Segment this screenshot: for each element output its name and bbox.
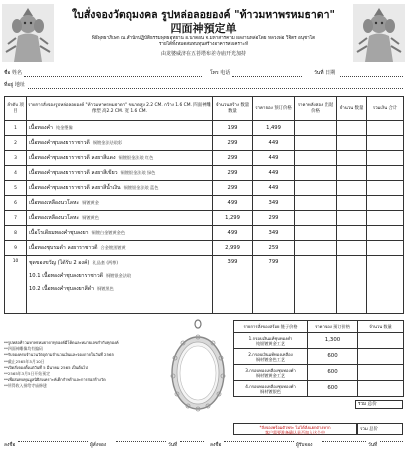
- chain-amount-cell[interactable]: [358, 365, 404, 381]
- info-row-address: [4, 80, 403, 90]
- sub-item-thai: 10.2 เนื้อทองคำชุบลงยาสีดำ: [29, 286, 95, 292]
- table-row: [5, 256, 404, 314]
- row-no: 8: [5, 226, 27, 241]
- table-row: [234, 333, 404, 349]
- subtitle-thai-line2: รายได้ทั้งหมดสมทบทุนสร้างอาคารสงเคราะห์: [158, 42, 249, 47]
- item-name-thai: เนื้อทองคำชุบลงยาราชาวดี ลงยาสีแดง: [29, 155, 116, 161]
- chain-header-desc: รายการสั่งของสร้อย 链子价格: [234, 321, 308, 333]
- row-subtotal-cell[interactable]: [295, 256, 337, 314]
- table-row: [5, 136, 404, 151]
- row-price: 449: [253, 151, 295, 166]
- row-price: 449: [253, 181, 295, 196]
- receiver-sign-field[interactable]: [224, 441, 294, 442]
- row-amount-cell[interactable]: [337, 211, 367, 226]
- row-price: 449: [253, 166, 295, 181]
- item-name-chinese: 铜镀银金法琅 红色: [118, 155, 154, 160]
- row-subtotal-cell[interactable]: [295, 121, 337, 136]
- row-qty: 1,299: [213, 211, 253, 226]
- notes-block: [4, 340, 162, 390]
- address-field[interactable]: [28, 88, 403, 89]
- address-label: ที่อยู่ 地址: [4, 82, 25, 88]
- header-no: ลำดับ 项目: [5, 97, 27, 121]
- row-no: 10: [5, 256, 27, 314]
- table-row: [5, 241, 404, 256]
- row-subtotal-cell[interactable]: [295, 241, 337, 256]
- signature-row: [4, 440, 403, 449]
- row-desc: [27, 136, 213, 151]
- table-row: [5, 151, 404, 166]
- grand-total-label: รวม 总价: [356, 401, 403, 409]
- row-subtotal-cell[interactable]: [295, 181, 337, 196]
- row-amount-cell[interactable]: [337, 181, 367, 196]
- table-row: [234, 381, 404, 397]
- phone-label: โทร 电话: [210, 70, 231, 76]
- row-amount-cell[interactable]: [337, 256, 367, 314]
- chain-table-header: [234, 321, 404, 333]
- receiver-sign-label: ลงชื่อ: [210, 443, 222, 448]
- chain-amount-cell[interactable]: [358, 381, 404, 397]
- item-name-thai: ชุดของขวัญ (ได้รับ 2 องค์): [29, 260, 90, 266]
- receiver-suffix: ผู้รับจอง: [296, 443, 313, 448]
- date-field-2[interactable]: [380, 441, 403, 442]
- row-subtotal-cell[interactable]: [295, 211, 337, 226]
- document-header: [0, 0, 407, 70]
- date-field[interactable]: [340, 76, 403, 77]
- chain-header-price: ราคาจอง 预订价格: [308, 321, 358, 333]
- row-no: 5: [5, 181, 27, 196]
- note-chinese: **四面神雕像均有编码: [4, 346, 43, 352]
- chain-header-amount: จำนวน 数量: [358, 321, 404, 333]
- receiver-name-field[interactable]: [322, 441, 366, 442]
- title-thai: ใบสั่งจองวัตถุมงคล รูปหล่อลอยองค์ "ท้าวมหาพรหมธาดา": [72, 9, 335, 21]
- header-qty: จำนวนสร้าง 数量数量: [213, 97, 253, 121]
- row-subtotal-cell[interactable]: [295, 151, 337, 166]
- header-subtotal: ราคาหลังสอง 出诞价格: [295, 97, 337, 121]
- row-desc: [27, 241, 213, 256]
- row-total-cell[interactable]: [367, 256, 404, 314]
- row-desc: [27, 181, 213, 196]
- row-no: 9: [5, 241, 27, 256]
- note-chinese: **所得收入捐给寺庙修建: [4, 383, 47, 389]
- chain-desc: [234, 365, 308, 381]
- chain-desc: [234, 333, 308, 349]
- row-price: 299: [253, 211, 295, 226]
- chain-amount-cell[interactable]: [358, 349, 404, 365]
- subtitle-thai: [58, 36, 349, 48]
- chain-name-chinese: 铜材镀金色工艺: [255, 356, 286, 362]
- header-price: ราคาจอง 预订价格: [253, 97, 295, 121]
- chain-desc: [234, 349, 308, 365]
- row-desc: [27, 211, 213, 226]
- chain-name-chinese: 纯银镀黄金工艺: [255, 340, 286, 346]
- row-subtotal-cell[interactable]: [295, 166, 337, 181]
- item-name-chinese: 铜镀金法珐琅彩: [92, 140, 123, 145]
- row-price: 259: [253, 241, 295, 256]
- brahma-deity-icon: [2, 4, 54, 62]
- sub-item-thai: 10.1 เนื้อทองคำชุบลงยาราชาวดี: [29, 273, 103, 279]
- row-total-cell[interactable]: [367, 121, 404, 136]
- row-price: 349: [253, 196, 295, 211]
- chain-name-chinese: 铜材镀银色: [260, 388, 281, 394]
- row-subtotal-cell[interactable]: [295, 136, 337, 151]
- order-table: [4, 96, 404, 314]
- row-amount-cell[interactable]: [337, 166, 367, 181]
- row-total-cell[interactable]: [367, 166, 404, 181]
- chain-note: [233, 423, 357, 435]
- phone-field[interactable]: [232, 76, 302, 77]
- note-thai: **เปิดสั่งจองตั้งแต่วันที่ 5 มีนาคม 2565 เป็นต้นไป: [4, 364, 88, 370]
- orderer-sign-field[interactable]: [18, 441, 88, 442]
- row-desc: [27, 196, 213, 211]
- row-amount-cell[interactable]: [337, 241, 367, 256]
- orderer-suffix: ผู้สั่งจอง: [90, 443, 107, 448]
- item-name-thai: เนื้อทองเหลืองนวโลหะ: [29, 215, 80, 221]
- header-amount: จำนวน 数量: [337, 97, 367, 121]
- sub-item-chinese: 铜镀黑色: [97, 286, 114, 291]
- note-thai: **เพื่อสมทบทุนมูลนิธิสงเคราะห์เด็กกำพร้าและการก่อสร้างวัด: [4, 377, 106, 383]
- row-total-cell[interactable]: [367, 241, 404, 256]
- item-name-chinese: 铜镀银金法琅 绿色: [120, 170, 156, 175]
- note-chinese: **截止2565年5月10日: [4, 358, 45, 364]
- row-no: 4: [5, 166, 27, 181]
- chain-note-thai: *สั่งจองพร้อมตัวพระ ไม่ได้สั่งแยกต่างหาก: [259, 425, 331, 430]
- row-qty: 399: [213, 256, 253, 314]
- header-total: รวมเงิน 合计: [367, 97, 404, 121]
- row-no: 2: [5, 136, 27, 151]
- name-label: ชื่อ 姓名: [4, 70, 22, 76]
- header-desc: รายการสั่งจองรูปหล่อลอยองค์ "ท้าวมหาพรหมธาดา" ขนาดสูง 2.2 CM. กว้าง 1.6 CM. 四面神雕像塑 高2.2 CM. 宽 1.6 CM.: [27, 97, 213, 121]
- row-amount-cell[interactable]: [337, 136, 367, 151]
- row-amount-cell[interactable]: [337, 121, 367, 136]
- row-qty: 499: [213, 226, 253, 241]
- item-name-thai: เนื้อทองเหลืองนวโลหะ: [29, 200, 80, 206]
- chain-table: [233, 320, 404, 397]
- chain-name-thai: 2.กรอบเงินแท้ทองเหลือง: [248, 351, 293, 357]
- chain-price: 600: [308, 365, 358, 381]
- row-qty: 199: [213, 121, 253, 136]
- row-total-cell[interactable]: [367, 211, 404, 226]
- item-name-thai: เนื้อทองคำ: [29, 125, 53, 131]
- row-subtotal-cell[interactable]: [295, 226, 337, 241]
- note-thai: **รูปหล่อท้าวมหาพรหมธาดาทุกองค์มีโค้ดและหมายเลขกำกับทุกองค์: [4, 340, 119, 345]
- date-field-1[interactable]: [180, 441, 204, 442]
- row-amount-cell[interactable]: [337, 226, 367, 241]
- item-name-chinese: 礼品套 (两尊): [92, 260, 118, 265]
- row-no: 1: [5, 121, 27, 136]
- orderer-sign-label: ลงชื่อ: [4, 443, 16, 448]
- row-amount-cell[interactable]: [337, 151, 367, 166]
- row-subtotal-cell[interactable]: [295, 196, 337, 211]
- chain-name-thai: 1.กรอบเงินแท้ชุบทองคำ: [248, 335, 293, 341]
- row-qty: 299: [213, 151, 253, 166]
- item-name-chinese: 纯金塑像: [55, 125, 73, 130]
- row-no: 7: [5, 211, 27, 226]
- item-name-chinese: 合金镀黑镀黄: [100, 245, 126, 250]
- item-name-thai: เนื้อโรเดียมทองคำชุบลงยา: [29, 230, 89, 236]
- item-name-thai: เนื้อทองคำชุบลงยาราชาวดี: [29, 140, 90, 146]
- brahma-pendant-icon: [163, 318, 233, 418]
- chain-desc: [234, 381, 308, 397]
- date-label-1: วันที่: [168, 443, 178, 448]
- name-field[interactable]: [24, 76, 202, 77]
- item-name-thai: เนื้อทองคำชุบลงยาราชาวดี ลงยาสีเขียว: [29, 170, 118, 176]
- row-desc: [27, 256, 213, 314]
- row-desc: [27, 151, 213, 166]
- row-total-cell[interactable]: [367, 151, 404, 166]
- date-label-2: วันที่: [368, 443, 378, 448]
- chain-note-chinese: 客户需要准备确认是否加入这个中: [265, 430, 325, 435]
- chain-total-label: รวม 总价: [357, 423, 403, 435]
- chain-price: 600: [308, 349, 358, 365]
- subtitle-thai-line1: พิธีพุทธาภิเษก ณ.สำนักปฏิบัติธรรมพุทธอุทยาน อ.นาดอน จ.มหาสารคาม ผลงานหล่อโดย หลวงพ่อ วิจิตร อนุชาโต: [91, 36, 316, 41]
- row-desc: [27, 121, 213, 136]
- note-thai: **รับจองครบจำนวนวัตถุตามจำนวนเงินและจองภายในวันที่ 2565: [4, 352, 114, 358]
- table-row: [5, 226, 404, 241]
- table-row: [5, 181, 404, 196]
- row-price: 1,499: [253, 121, 295, 136]
- row-price: 349: [253, 226, 295, 241]
- row-total-cell[interactable]: [367, 196, 404, 211]
- row-desc: [27, 226, 213, 241]
- chain-name-thai: 3.กรอบทองเหลืองชุบทองคำ: [245, 367, 296, 373]
- table-row: [234, 349, 404, 365]
- item-name-thai: เนื้อทองชุบรมดำ ลงยาราชาวดี: [29, 245, 98, 251]
- item-name-thai: เนื้อทองคำชุบลงยาราชาวดี ลงยาสีน้ำเงิน: [29, 185, 121, 191]
- row-price: 449: [253, 136, 295, 151]
- row-qty: 299: [213, 166, 253, 181]
- chain-name-chinese: 铜材镀黄金工艺: [255, 372, 286, 378]
- item-name-chinese: 铜镀黄金: [82, 200, 99, 205]
- row-qty: 299: [213, 136, 253, 151]
- order-table-header: [5, 97, 404, 121]
- table-row: [5, 211, 404, 226]
- row-total-cell[interactable]: [367, 181, 404, 196]
- info-row-name: [4, 68, 403, 78]
- sub-item-chinese: 铜镀银金法琅: [105, 273, 132, 278]
- row-total-cell[interactable]: [367, 226, 404, 241]
- chain-price: 1,300: [308, 333, 358, 349]
- brahma-deity-icon: [353, 4, 405, 62]
- item-name-chinese: 铜镀黄色: [82, 215, 99, 220]
- table-row: [5, 121, 404, 136]
- row-desc: [27, 166, 213, 181]
- row-total-cell[interactable]: [367, 136, 404, 151]
- table-row: [234, 365, 404, 381]
- date-label: วันที่ 日期: [314, 70, 336, 76]
- row-no: 3: [5, 151, 27, 166]
- chain-amount-cell[interactable]: [358, 333, 404, 349]
- title-chinese: 四面神預定单: [170, 22, 237, 35]
- grand-total-box: [355, 400, 403, 409]
- table-row: [5, 166, 404, 181]
- row-amount-cell[interactable]: [337, 196, 367, 211]
- row-qty: 499: [213, 196, 253, 211]
- row-no: 6: [5, 196, 27, 211]
- row-price: 799: [253, 256, 295, 314]
- row-qty: 299: [213, 181, 253, 196]
- chain-name-thai: 4.กรอบทองเหลืองชุบทองคำ: [245, 383, 296, 389]
- item-name-chinese: 铜镀白金镀黄金色: [91, 230, 126, 235]
- orderer-name-field[interactable]: [116, 441, 166, 442]
- row-qty: 2,999: [213, 241, 253, 256]
- note-chinese: **2565年3月5日开始预定: [4, 371, 50, 377]
- table-row: [5, 196, 404, 211]
- chain-price: 600: [308, 381, 358, 397]
- subtitle-chinese: 由龙婆威济在五苔塔布差寺庙开光加持: [160, 51, 246, 57]
- item-name-chinese: 铜镀银金法琅 蓝色: [123, 185, 159, 190]
